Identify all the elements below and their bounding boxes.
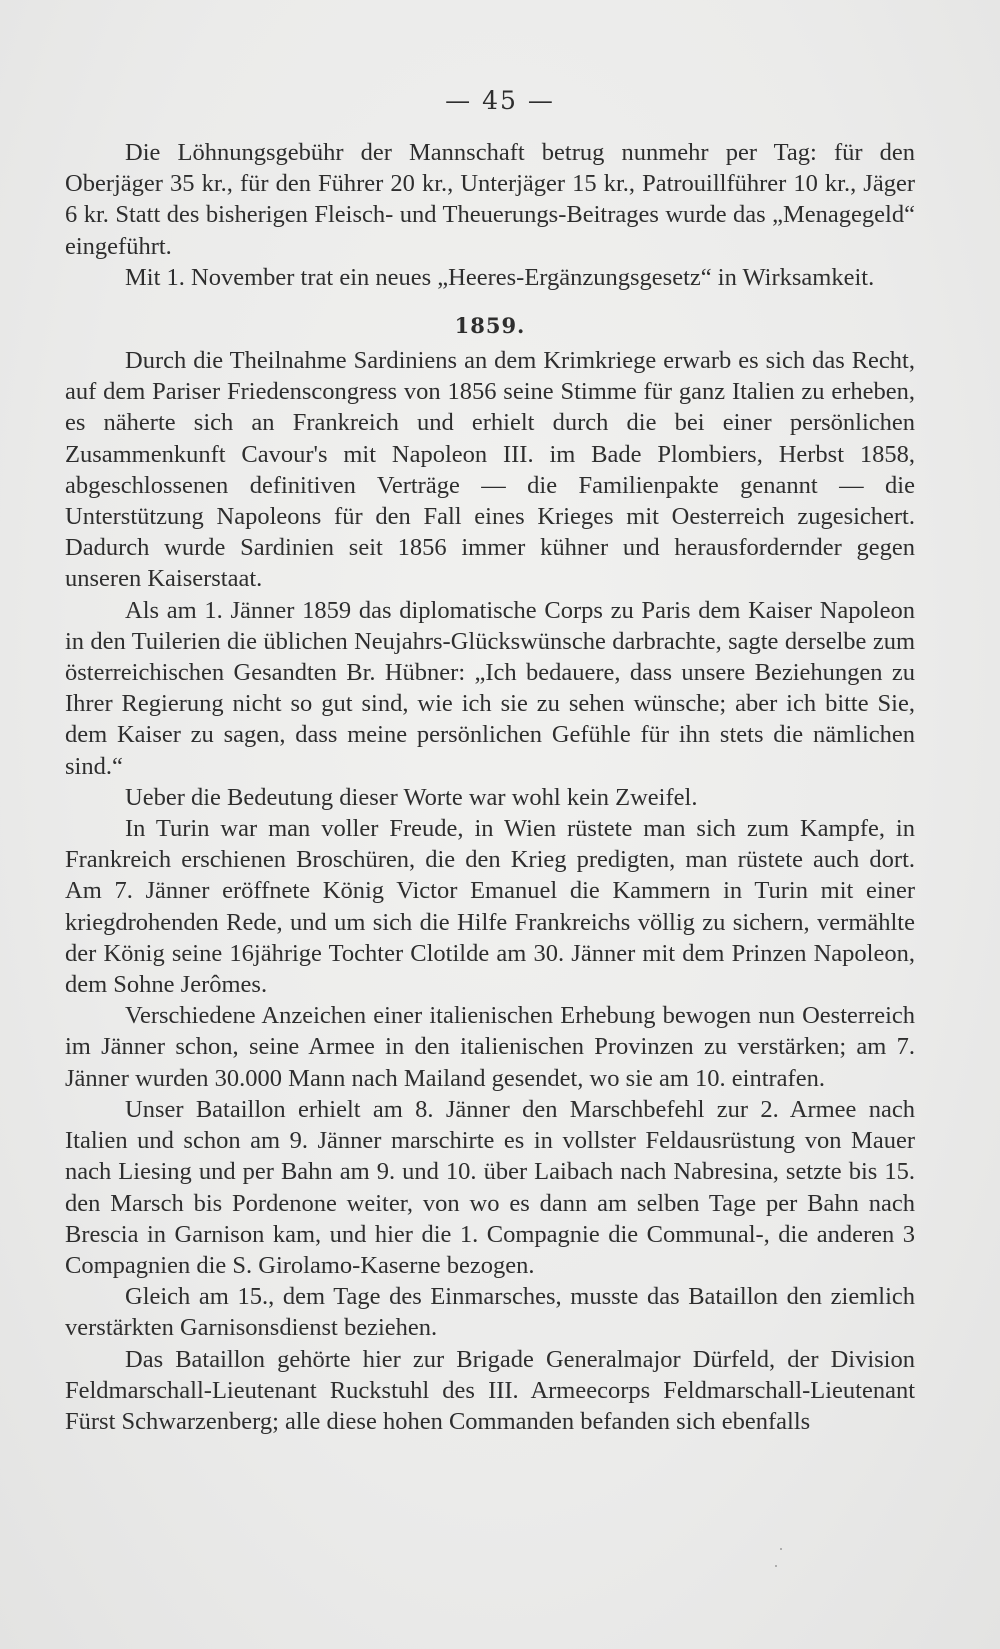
paragraph-recruitment-law: Mit 1. November trat ein neues „Heeres-Ergänzungsgesetz“ in Wirksamkeit. — [125, 263, 875, 291]
body-text — [65, 137, 915, 1437]
paragraph-turin: In Turin war man voller Freude, in Wien rüstete man sich zum Kampfe, in Frankreich erschienen Broschüren, die den Krieg predigten, man rüstete auch dort. Am 7. Jänner eröffnete König Victor Emanuel die Kammern in Turin mit einer kriegdrohenden Rede, und um sich die Hilfe Frankreichs völlig zu sichern, vermählte der König seine 16jährige Tochter Clotilde am 30. Jänner mit dem Prinzen Napoleon, dem Sohne Jerômes. — [65, 815, 915, 999]
paragraph-brigade: Das Bataillon gehörte hier zur Brigade Generalmajor Dürfeld, der Division Feldmarschall-Lieutenant Ruckstuhl des III. Armeecorps Feldmarschall-Lieutenant Fürst Schwarzenberg; alle diese hohen Commanden befanden sich ebenfalls — [65, 1345, 915, 1435]
paragraph-pay-rates: Die Löhnungsgebühr der Mannschaft betrug nunmehr per Tag: für den Oberjäger 35 kr., für den Führer 20 kr., Unterjäger 15 kr., Patrouillführer 10 kr., Jäger 6 kr. Statt des bisherigen Fleisch- und Theuerungs-Beitrages wurde das „Menagegeld“ eingeführt. — [65, 139, 915, 260]
paragraph-battalion-march: Unser Bataillon erhielt am 8. Jänner den Marschbefehl zur 2. Armee nach Italien und schon am 9. Jänner marschirte es in vollster Feldausrüstung von Mauer nach Liesing und per Bahn am 9. und 10. über Laibach nach Nabresina, setzte bis 15. den Marsch bis Pordenone weiter, von wo es dann am selben Tage per Bahn nach Brescia in Garnison kam, und hier die 1. Compagnie die Communal-, die anderen 3 Compagnien die S. Girolamo-Kaserne bezogen. — [65, 1095, 915, 1279]
paper-speck — [775, 1565, 777, 1567]
paragraph-austria-reinforces: Verschiedene Anzeichen einer italienischen Erhebung bewogen nun Oesterreich im Jänner schon, seine Armee in den italienischen Provinzen zu verstärken; am 7. Jänner wurden 30.000 Mann nach Mailand gesendet, wo sie am 10. eintrafen. — [65, 1002, 915, 1092]
paragraph-sardinia: Durch die Theilnahme Sardiniens an dem Krimkriege erwarb es sich das Recht, auf dem Pariser Friedenscongress von 1856 seine Stimme für ganz Italien zu erheben, es näherte sich an Frankreich und erhielt durch die bei einer persönlichen Zusammenkunft Cavour's mit Napoleon III. im Bade Plombiers, Herbst 1858, abgeschlossenen definitiven Verträge — die Familienpakte genannt — die Unterstützung Napoleons für den Fall eines Krieges mit Oesterreich zugesichert. Dadurch wurde Sardinien seit 1856 immer kühner und herausfordernder gegen unseren Kaiserstaat. — [65, 347, 915, 593]
paragraph-meaning: Ueber die Bedeutung dieser Worte war wohl kein Zweifel. — [125, 783, 698, 811]
paper-speck — [780, 1548, 782, 1550]
paragraph-garrison-duty: Gleich am 15., dem Tage des Einmarsches, musste das Bataillon den ziemlich verstärkten Garnisonsdienst beziehen. — [65, 1283, 915, 1342]
page-number: — 45 — — [445, 86, 555, 115]
paragraph-new-year-reception: Als am 1. Jänner 1859 das diplomatische Corps zu Paris dem Kaiser Napoleon in den Tuilerien die üblichen Neujahrs-Glückswünsche darbrachte, sagte derselbe zum österreichischen Gesandten Br. Hübner: „Ich bedauere, dass unsere Beziehungen zu Ihrer Regierung nicht so gut sind, wie ich sie zu sehen wünsche; aber ich bitte Sie, dem Kaiser zu sagen, dass meine persönlichen Gefühle für ihn stets die nämlichen sind.“ — [65, 596, 915, 780]
year-heading: 1859. — [454, 313, 526, 339]
